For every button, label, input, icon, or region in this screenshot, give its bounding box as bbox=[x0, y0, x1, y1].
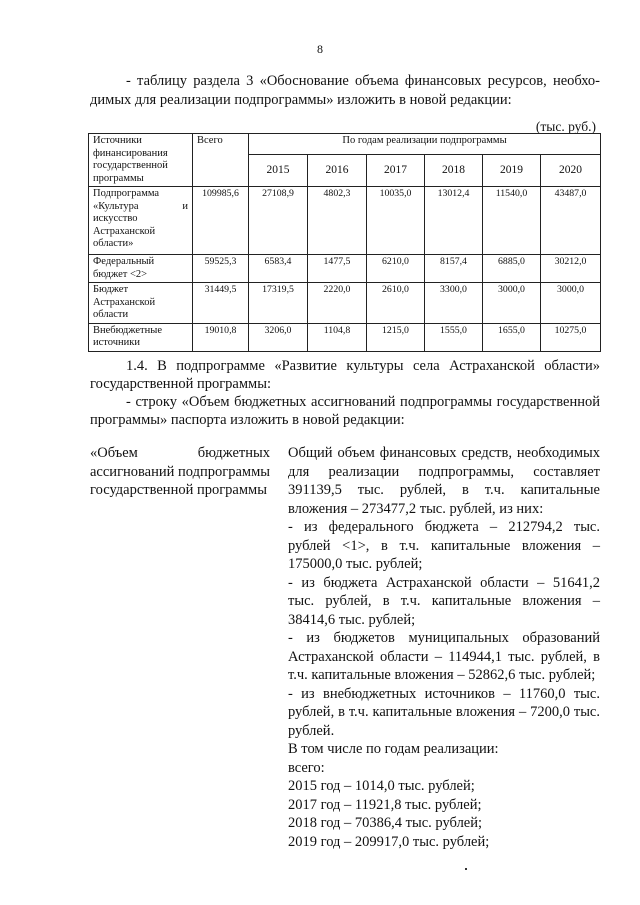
intro-paragraph bbox=[90, 72, 600, 110]
row-source: Федеральный бюджет <2> bbox=[89, 255, 193, 283]
row-value: 1555,0 bbox=[425, 323, 483, 351]
row-source: Внебюджетные источники bbox=[89, 323, 193, 351]
year-2016: 2016 bbox=[308, 155, 367, 187]
intro-line-1: - таблицу раздела 3 «Обоснование объема финансовых ресурсов, необхо- bbox=[126, 73, 600, 89]
table-row bbox=[89, 323, 601, 351]
row-value: 1655,0 bbox=[483, 323, 541, 351]
row-value: 3000,0 bbox=[541, 283, 601, 324]
section-paragraph-1: 1.4. В подпрограмме «Развитие культуры села Астраханской области» государственной программы: bbox=[90, 358, 600, 392]
row-value: 6210,0 bbox=[367, 255, 425, 283]
regional-budget-item: - из бюджета Астраханской области – 51641,2 тыс. рублей, в т.ч. капитальные вложения – 38414,6 тыс. рублей; bbox=[288, 574, 600, 628]
total-label: всего: bbox=[288, 759, 325, 776]
row-source: Подпрограмма «Культура и искусство Астраханской области» bbox=[89, 187, 193, 255]
table-header-row bbox=[89, 134, 601, 155]
row-total: 109985,6 bbox=[193, 187, 249, 255]
row-value: 10275,0 bbox=[541, 323, 601, 351]
row-total: 31449,5 bbox=[193, 283, 249, 324]
section-paragraph-2: - строку «Объем бюджетных ассигнований подпрограммы государственной программы» паспорта изложить в новой редакции: bbox=[90, 394, 600, 428]
funding-total-paragraph: Общий объем финансовых средств, необходимых для реализации подпрограммы, составляет 391139,5 тыс. рублей, в т.ч. капитальные вложения – 273477,2 тыс. рублей, из них: bbox=[288, 445, 600, 517]
row-value: 1477,5 bbox=[308, 255, 367, 283]
row-value: 2610,0 bbox=[367, 283, 425, 324]
year-line: 2017 год – 11921,8 тыс. рублей; bbox=[288, 796, 482, 813]
header-total: Всего bbox=[193, 134, 249, 187]
year-line: 2019 год – 209917,0 тыс. рублей; bbox=[288, 833, 490, 850]
year-line: 2018 год – 70386,4 тыс. рублей; bbox=[288, 815, 483, 831]
row-value: 1215,0 bbox=[367, 323, 425, 351]
by-years-heading: В том числе по годам реализации: bbox=[288, 741, 499, 757]
passport-row-label: «Объем бюджетных ассигнований подпрограммы государственной программы bbox=[90, 445, 270, 498]
row-value: 13012,4 bbox=[425, 187, 483, 255]
passport-row-content bbox=[288, 444, 600, 851]
year-line: 2015 год – 1014,0 тыс. рублей; bbox=[288, 778, 475, 794]
federal-budget-item: - из федерального бюджета – 212794,2 тыс. рублей <1>, в т.ч. капитальные вложения – 175000,0 тыс. рублей; bbox=[288, 519, 600, 572]
extrabudgetary-item: - из внебюджетных источников – 11760,0 тыс. рублей, в т.ч. капитальные вложения – 7200,0 тыс. рублей. bbox=[288, 685, 600, 739]
header-years: По годам реализации подпрограммы bbox=[249, 134, 601, 155]
row-value: 3206,0 bbox=[249, 323, 308, 351]
row-value: 17319,5 bbox=[249, 283, 308, 324]
row-total: 19010,8 bbox=[193, 323, 249, 351]
row-value: 3300,0 bbox=[425, 283, 483, 324]
row-total: 59525,3 bbox=[193, 255, 249, 283]
financing-table bbox=[88, 133, 601, 352]
page-number: 8 bbox=[317, 42, 323, 56]
row-value: 2220,0 bbox=[308, 283, 367, 324]
header-source: Источники финансирования государственной программы bbox=[89, 134, 193, 187]
row-value: 11540,0 bbox=[483, 187, 541, 255]
table-row bbox=[89, 187, 601, 255]
table-row bbox=[89, 255, 601, 283]
units-label: (тыс. руб.) bbox=[535, 119, 596, 134]
year-2015: 2015 bbox=[249, 155, 308, 187]
intro-line-2: димых для реализации подпрограммы» изложить в новой редакции: bbox=[90, 92, 512, 108]
row-value: 1104,8 bbox=[308, 323, 367, 351]
year-2018: 2018 bbox=[425, 155, 483, 187]
row-value: 3000,0 bbox=[483, 283, 541, 324]
row-value: 4802,3 bbox=[308, 187, 367, 255]
row-value: 30212,0 bbox=[541, 255, 601, 283]
row-value: 8157,4 bbox=[425, 255, 483, 283]
section-1-4 bbox=[90, 357, 600, 429]
scan-dot bbox=[465, 868, 467, 870]
table-row bbox=[89, 283, 601, 324]
row-value: 6885,0 bbox=[483, 255, 541, 283]
year-2017: 2017 bbox=[367, 155, 425, 187]
row-value: 10035,0 bbox=[367, 187, 425, 255]
row-value: 6583,4 bbox=[249, 255, 308, 283]
year-2020: 2020 bbox=[541, 155, 601, 187]
row-value: 27108,9 bbox=[249, 187, 308, 255]
municipal-budget-item: - из бюджетов муниципальных образований Астраханской области – 114944,1 тыс. рублей, в т.ч. капитальные вложения – 52862,6 тыс. рублей; bbox=[288, 630, 600, 683]
row-value: 43487,0 bbox=[541, 187, 601, 255]
year-2019: 2019 bbox=[483, 155, 541, 187]
row-source: Бюджет Астраханской области bbox=[89, 283, 193, 324]
